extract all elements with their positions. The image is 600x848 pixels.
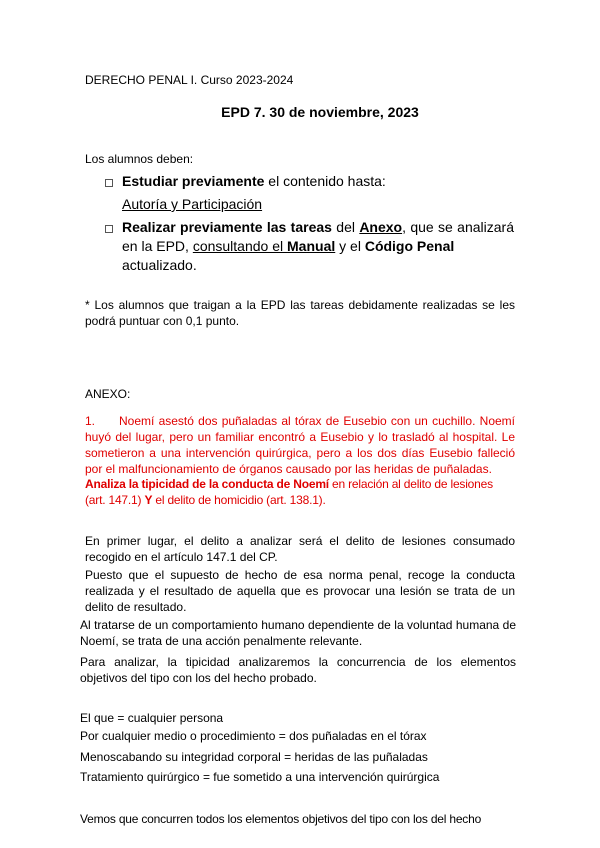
case-task [85, 476, 515, 508]
manual-link[interactable]: Manual [287, 238, 336, 254]
intro-lead: Los alumnos deben: [85, 152, 194, 166]
answer-paragraph-2: Puesto que el supuesto de hecho de esa norma penal, recoge la conducta realizada y el resultado de aquella que es provocar una lesión se trata de un delito de resultado. [85, 568, 515, 614]
answer-paragraph-4: Para analizar, la tipicidad analizaremos la concurrencia de los elementos objetivos del tipo con los del hecho probado. [80, 655, 516, 685]
task-mid: en relación al delito de lesiones (art. 147.1) [85, 477, 493, 507]
bullet-tasks [122, 218, 514, 256]
case-number: 1. [85, 414, 96, 428]
anexo-heading: ANEXO: [85, 387, 131, 401]
bullet-study [122, 172, 386, 191]
task-bold: Analiza la tipicidad de la conducta de Noemí [85, 477, 329, 491]
element-item: Menoscabando su integridad corporal = heridas de las puñaladas [80, 750, 428, 764]
consult-text: consultando el [192, 238, 288, 254]
bullet-square-icon [105, 179, 113, 187]
answer-paragraph-1: En primer lugar, el delito a analizar será el delito de lesiones consumado recogido en el artículo 147.1 del CP. [85, 534, 515, 564]
course-header: DERECHO PENAL I. Curso 2023-2024 [85, 73, 294, 87]
tasks-text: , que se analizará en la EPD, [122, 219, 514, 254]
element-item: El que = cualquier persona [80, 711, 224, 725]
answer-paragraph-3: Al tratarse de un comportamiento humano dependiente de la voluntad humana de Noemí, se trata de una acción penalmente relevante. [80, 618, 516, 648]
note-text: * Los alumnos que traigan a la EPD las tareas debidamente realizadas se les podrá puntuar con 0,1 punto. [85, 298, 515, 328]
anexo-link[interactable]: Anexo [359, 219, 403, 235]
answer-paragraph-5: Vemos que concurren todos los elementos objetivos del tipo con los del hecho [80, 812, 482, 826]
element-item: Por cualquier medio o procedimiento = dos puñaladas en el tórax [80, 729, 427, 743]
task-y: Y [144, 493, 153, 507]
topic-link[interactable]: Autoría y Participación [122, 196, 263, 212]
codigo-penal: Código Penal [364, 238, 455, 254]
bullet-square-icon [105, 225, 113, 233]
tasks-text: y el [335, 238, 365, 254]
page-title: EPD 7. 30 de noviembre, 2023 [221, 104, 419, 120]
study-rest: el contenido hasta: [264, 173, 386, 189]
tasks-end: actualizado. [122, 257, 197, 273]
tasks-bold: Realizar previamente las tareas [122, 219, 332, 235]
case-text [85, 413, 515, 477]
task-end: el delito de homicidio (art. 138.1). [152, 493, 326, 507]
study-bold: Estudiar previamente [122, 173, 265, 189]
case-body: Noemí asestó dos puñaladas al tórax de Eusebio con un cuchillo. Noemí huyó del lugar, pero un familiar encontró a Eusebio y lo trasladó al hospital. Le sometieron a una intervención quirúrgica, pero a los dos días Eusebio falleció por el malfuncionamiento de órganos causado por las heridas de puñaladas. [85, 414, 515, 476]
element-item: Tratamiento quirúrgico = fue sometido a una intervención quirúrgica [80, 770, 440, 784]
tasks-text: del [331, 219, 360, 235]
